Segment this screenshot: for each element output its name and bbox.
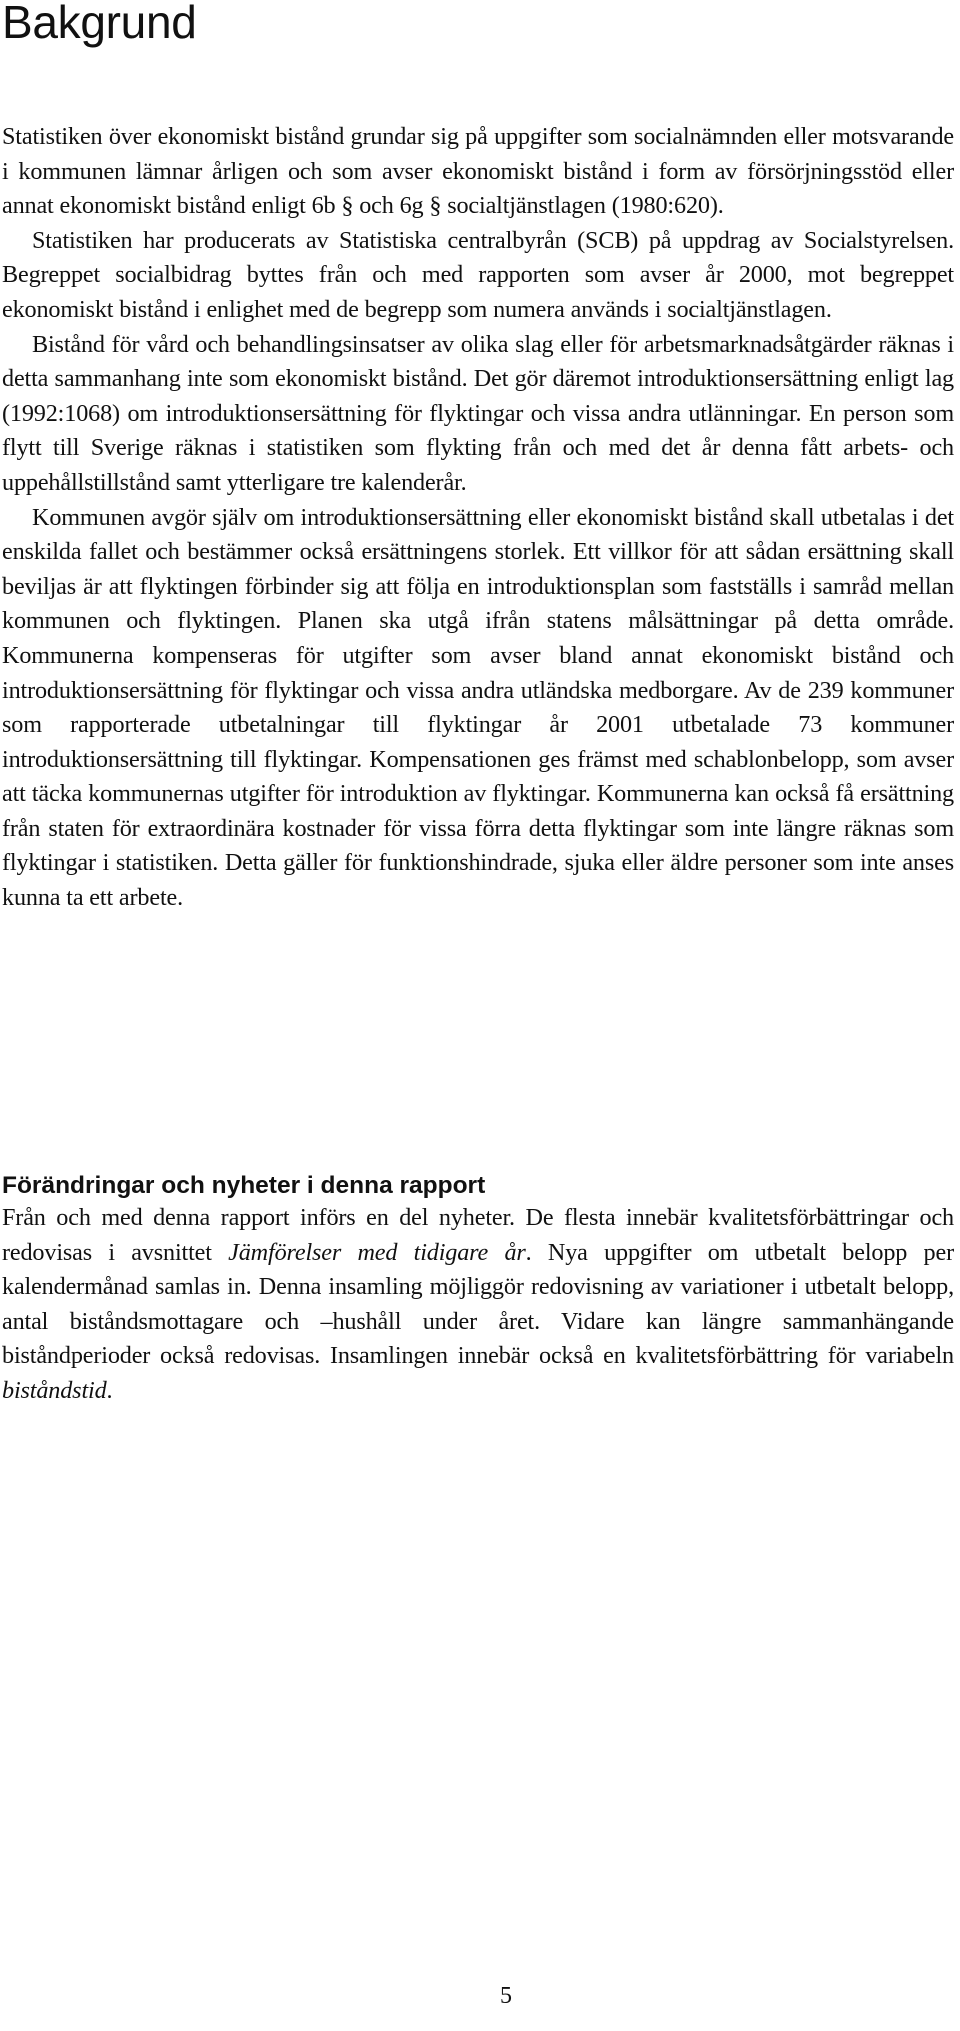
paragraph-excluded-assistance: Bistånd för vård och behandlingsinsatser av olika slag eller för arbetsmarknadsåtgärder räknas i detta sammanhang inte som ekonomiskt bistånd. Det gör däremot introduktionsersättning enligt lag (1992:1068) om introduktionsersättning för flyktingar och vissa andra utlänningar. En person som flytt till Sverige räknas i statistiken som flykting från och med det år denna fått arbets- och uppehållstillstånd samt ytterligare tre kalenderår. xyxy=(2,330,954,496)
changes-italic-section-reference: Jämförelser med tidigare år xyxy=(228,1238,526,1266)
changes-text-block xyxy=(2,1201,954,1409)
page-number: 5 xyxy=(500,1983,512,2009)
intro-text-block xyxy=(2,120,954,916)
paragraph-municipality-decision: Kommunen avgör själv om introduktionsersättning eller ekonomiskt bistånd skall utbetalas i det enskilda fallet och bestämmer också ersättningens storlek. Ett villkor för att sådan ersättning skall beviljas är att flyktingen förbinder sig att följa en introduktionsplan som fastställs i samråd mellan kommunen och flyktingen. Planen ska utgå ifrån statens målsättningar på detta område. Kommunerna kompenseras för utgifter som avser bland annat ekonomiskt bistånd och introduktionsersättning för flyktingar och vissa andra utländska medborgare. Av de 239 kommuner som rapporterade utbetalningar till flyktingar år 2001 utbetalade 73 kommuner introduktionsersättning till flyktingar. Kompensationen ges främst med schablonbelopp, som avser att täcka kommunernas utgifter för introduktion av flyktingar. Kommunerna kan också få ersättning från staten för extraordinära kostnader för vissa förra detta flyktingar som inte längre räknas som flyktingar i statistiken. Detta gäller för funktionshindrade, sjuka eller äldre personer som inte anses kunna ta ett arbete. xyxy=(2,503,954,912)
section-heading-changes: Förändringar och nyheter i denna rapport xyxy=(2,1172,486,1199)
changes-text-part-1: Från och med denna rapport införs en del nyheter. De flesta innebär kvalitetsförbättringar och redovisas i avsnittet xyxy=(2,1204,954,1266)
paragraph-producer: Statistiken har producerats av Statistiska centralbyrån (SCB) på uppdrag av Socialstyrelsen. Begreppet socialbidrag byttes från och med rapporten som avser år 2000, mot begreppet ekonomiskt bistånd i enlighet med de begrepp som numera används i socialtjänstlagen. xyxy=(2,226,954,323)
changes-italic-variable-name: biståndstid xyxy=(2,1376,107,1404)
changes-text-part-2: . Nya uppgifter om utbetalt belopp per kalendermånad samlas in. Denna insamling möjliggör redovisning av variationer i utbetalt belopp, antal biståndsmottagare och –hushåll under året. Vidare kan längre sammanhängande biståndperioder också redovisas. Insamlingen innebär också en kvalitetsförbättring för variabeln xyxy=(2,1238,954,1370)
paragraph-statistics-basis: Statistiken över ekonomiskt bistånd grundar sig på uppgifter som socialnämnden eller motsvarande i kommunen lämnar årligen och som avser ekonomiskt bistånd i form av försörjningsstöd eller annat ekonomiskt bistånd enligt 6b § och 6g § socialtjänstlagen (1980:620). xyxy=(2,123,954,220)
changes-text-part-3: . xyxy=(106,1376,113,1404)
paragraph-changes xyxy=(2,1201,954,1409)
page-title: Bakgrund xyxy=(2,0,197,48)
